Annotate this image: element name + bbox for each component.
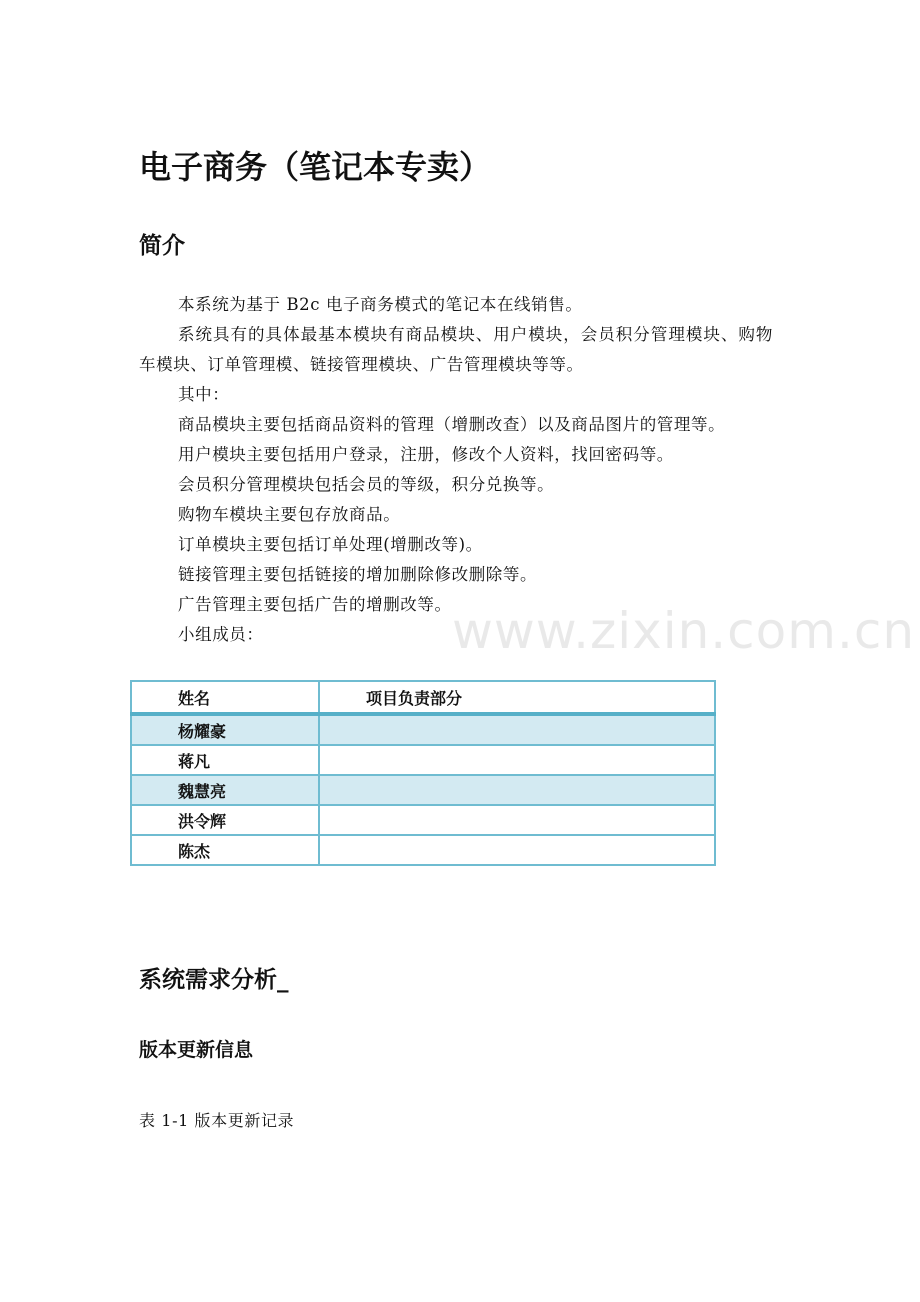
intro-paragraph: 本系统为基于 B2c 电子商务模式的笔记本在线销售。 — [178, 295, 583, 314]
intro-paragraph: 链接管理主要包括链接的增加删除修改删除等。 — [178, 565, 538, 584]
member-part — [319, 745, 715, 775]
header-name: 姓名 — [131, 681, 319, 714]
table-row — [131, 835, 715, 865]
member-name: 蒋凡 — [131, 745, 319, 775]
intro-paragraph: 订单模块主要包括订单处理(增删改等)。 — [178, 535, 483, 554]
intro-paragraph: 会员积分管理模块包括会员的等级，积分兑换等。 — [178, 475, 555, 494]
intro-paragraph: 用户模块主要包括用户登录，注册，修改个人资料，找回密码等。 — [178, 445, 674, 464]
intro-heading: 简介 — [139, 233, 185, 259]
intro-paragraph: 小组成员： — [178, 625, 264, 644]
intro-paragraph: 其中： — [178, 385, 230, 404]
table-row — [131, 745, 715, 775]
member-name: 陈杰 — [131, 835, 319, 865]
member-part — [319, 714, 715, 745]
version-heading: 版本更新信息 — [139, 1039, 254, 1061]
intro-paragraph: 购物车模块主要包存放商品。 — [178, 505, 401, 524]
table-row — [131, 775, 715, 805]
member-part — [319, 805, 715, 835]
table-row — [131, 714, 715, 745]
member-name: 魏慧亮 — [131, 775, 319, 805]
member-name: 洪令辉 — [131, 805, 319, 835]
member-part — [319, 775, 715, 805]
header-part: 项目负责部分 — [319, 681, 715, 714]
table-caption: 表 1-1 版本更新记录 — [139, 1111, 295, 1130]
intro-paragraph: 商品模块主要包括商品资料的管理（增删改查）以及商品图片的管理等。 — [178, 415, 726, 434]
requirements-heading: 系统需求分析_ — [139, 967, 289, 993]
member-part — [319, 835, 715, 865]
intro-paragraph: 系统具有的具体最基本模块有商品模块、用户模块，会员积分管理模块、购物车模块、订单管理模、链接管理模块、广告管理模块等等。 — [139, 325, 773, 374]
document-title: 电子商务（笔记本专卖） — [139, 148, 492, 186]
members-table — [130, 680, 716, 866]
member-name: 杨耀豪 — [131, 714, 319, 745]
intro-paragraph: 广告管理主要包括广告的增删改等。 — [178, 595, 452, 614]
intro-body — [139, 290, 773, 650]
table-row — [131, 805, 715, 835]
watermark: www.zixin.com.cn — [452, 602, 916, 660]
table-header-row — [131, 681, 715, 714]
